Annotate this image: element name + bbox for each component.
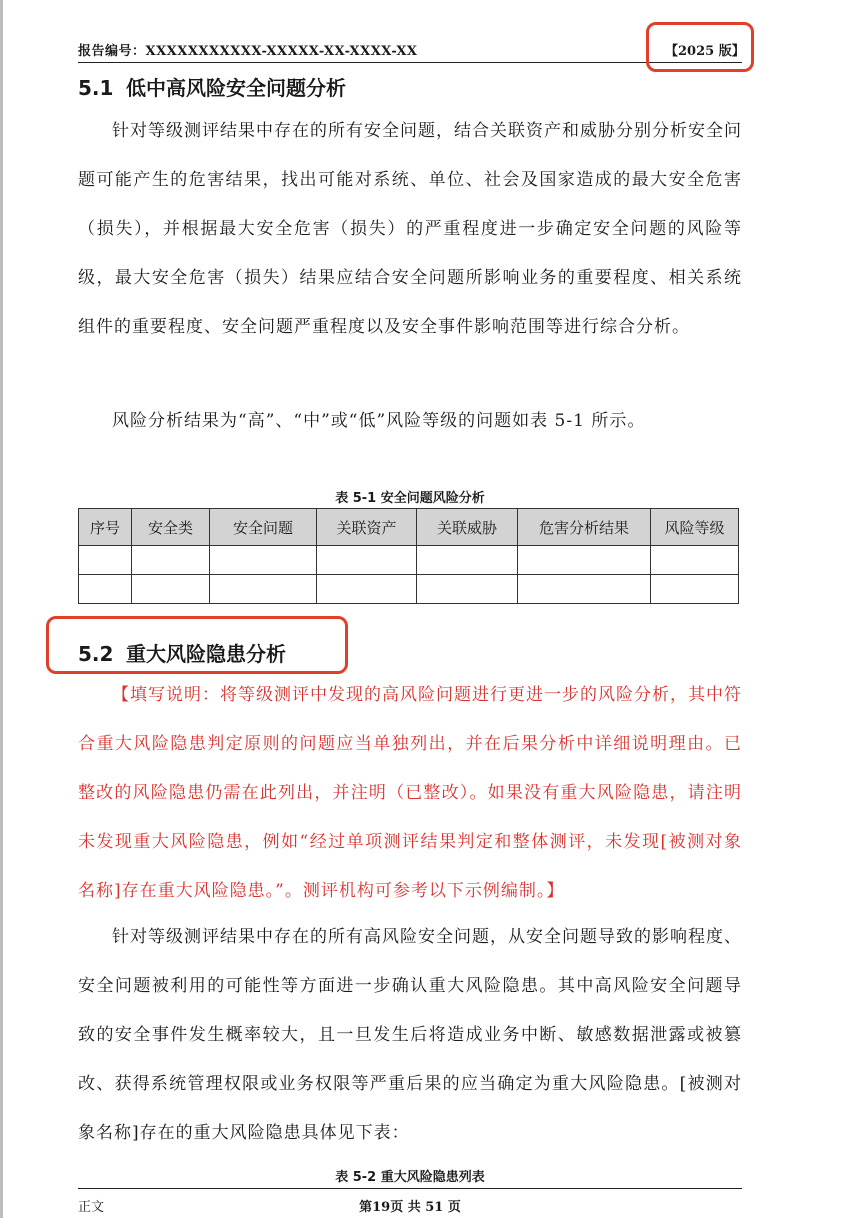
section-5-1-paragraph-2: 风险分析结果为“高”、“中”或“低”风险等级的问题如表 5-1 所示。 <box>112 411 646 431</box>
risk-analysis-table <box>78 508 739 604</box>
version-highlight-box <box>646 22 754 72</box>
version-label: 【2025 版】 <box>665 44 745 59</box>
col-header-security-class: 安全类 <box>132 509 210 546</box>
section-5-2-title: 重大风险隐患分析 <box>126 642 286 666</box>
table-row <box>79 546 739 575</box>
section-5-1-paragraph: 针对等级测评结果中存在的所有安全问题，结合关联资产和威胁分别分析安全问题可能产生的危害结果，找出可能对系统、单位、社会及国家造成的最大安全危害（损失），并根据最大安全危害（损失）的严重程度进一步确定安全问题的风险等级，最大安全危害（损失）结果应结合安全问题所影响业务的重要程度、相关系统组件的重要程度、安全问题严重程度以及安全事件影响范围等进行综合分析。 <box>78 121 742 337</box>
fill-instruction-note: 【填写说明：将等级测评中发现的高风险问题进行更进一步的风险分析，其中符合重大风险隐患判定原则的问题应当单独列出，并在后果分析中详细说明理由。已整改的风险隐患仍需在此列出，并注明（已整改）。如果没有重大风险隐患，请注明未发现重大风险隐患，例如“经过单项测评结果判定和整体测评，未发现[被测对象名称]存在重大风险隐患。”。测评机构可参考以下示例编制。】 <box>78 685 742 901</box>
col-header-risk-level: 风险等级 <box>651 509 739 546</box>
col-header-index: 序号 <box>79 509 132 546</box>
section-5-1-title: 低中高风险安全问题分析 <box>126 76 346 100</box>
section-5-2-paragraph: 针对等级测评结果中存在的所有高风险安全问题，从安全问题导致的影响程度、安全问题被利用的可能性等方面进一步确认重大风险隐患。其中高风险安全问题导致的安全事件发生概率较大，且一旦发生后将造成业务中断、敏感数据泄露或被篡改、获得系统管理权限或业务权限等严重后果的应当确定为重大风险隐患。[被测对象名称]存在的重大风险隐患具体见下表： <box>78 927 742 1143</box>
section-5-1-number: 5.1 <box>78 76 114 100</box>
footer-divider <box>78 1188 742 1189</box>
col-header-harm-analysis: 危害分析结果 <box>518 509 651 546</box>
section-5-2-heading <box>78 638 286 667</box>
table-header-row <box>79 509 739 546</box>
page-number: 第19页 共 51 页 <box>359 1200 461 1215</box>
table-5-1-caption: 表 5-1 安全问题风险分析 <box>335 491 485 506</box>
section-5-2-number: 5.2 <box>78 642 114 666</box>
col-header-related-threat: 关联威胁 <box>417 509 518 546</box>
page-edge <box>0 0 3 1218</box>
section-5-1-heading <box>78 72 346 101</box>
header-divider <box>78 62 742 63</box>
col-header-security-issue: 安全问题 <box>210 509 317 546</box>
table-row <box>79 575 739 604</box>
col-header-related-asset: 关联资产 <box>317 509 417 546</box>
report-number: 报告编号：XXXXXXXXXXX-XXXXX-XX-XXXX-XX <box>78 44 418 59</box>
table-5-2-caption: 表 5-2 重大风险隐患列表 <box>335 1170 485 1185</box>
footer-section-label: 正文 <box>78 1200 105 1215</box>
